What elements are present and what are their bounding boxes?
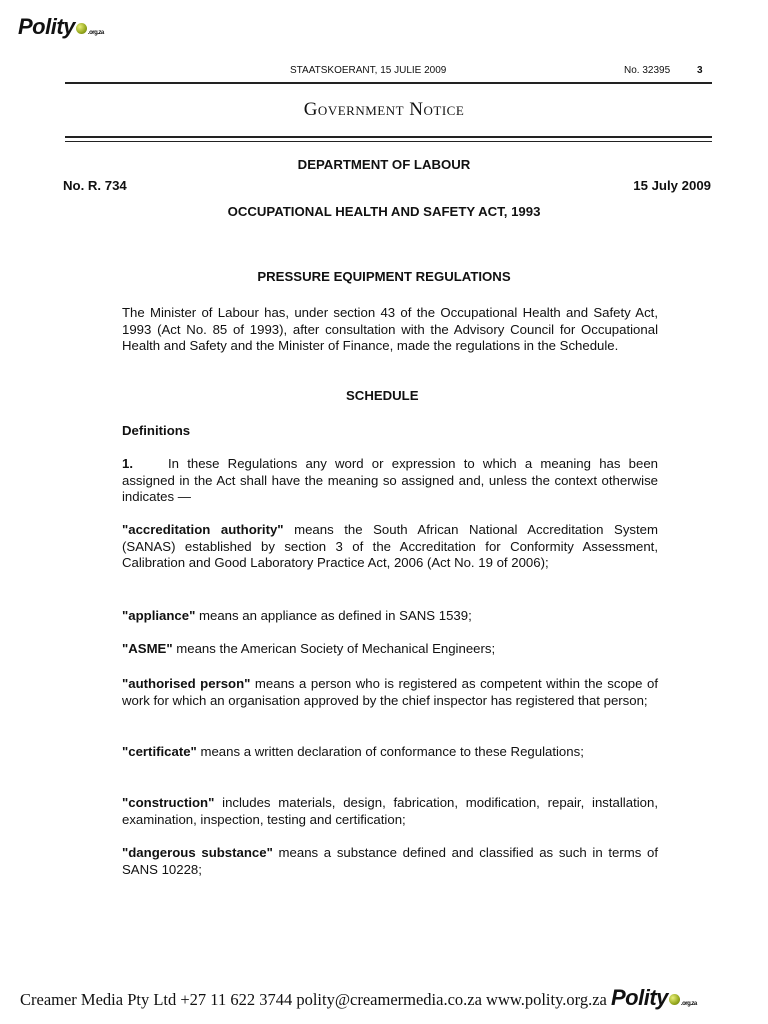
definition-item <box>122 641 658 658</box>
logo-domain: .org.za <box>87 30 104 36</box>
definition-text: means the South African National Accreditation System (SANAS) established by section 3 of the Accreditation for Conformity Assessment, Calibration and Good Laboratory Practice Act, 2006 (Act No. 19 of 2006); <box>122 522 658 570</box>
definition-item <box>122 744 658 761</box>
gazette-number: No. 32395 <box>624 65 671 76</box>
definition-term: "dangerous substance" <box>122 845 273 860</box>
globe-icon <box>76 23 87 34</box>
title-rule-bottom <box>65 141 712 142</box>
definition-term: "appliance" <box>122 608 196 623</box>
definition-term: "ASME" <box>122 641 173 656</box>
polity-logo <box>18 14 104 40</box>
definition-term: "construction" <box>122 795 215 810</box>
definition-text: means an appliance as defined in SANS 1539; <box>195 608 472 623</box>
footer-logo-domain: .org.za <box>680 1001 697 1007</box>
definition-item <box>122 608 658 625</box>
footer-logo-text: Polity <box>611 985 668 1010</box>
definition-term: "certificate" <box>122 744 197 759</box>
definition-item <box>122 795 658 828</box>
footer-contact: Creamer Media Pty Ltd +27 11 622 3744 polity@creamermedia.co.za www.polity.org.za <box>20 990 607 1009</box>
definition-item <box>122 845 658 878</box>
page-title: Government Notice <box>303 99 465 120</box>
footer <box>20 985 760 1011</box>
clause-1 <box>122 456 658 506</box>
definition-item <box>122 522 658 572</box>
logo-text: Polity <box>18 14 75 39</box>
clause-text: In these Regulations any word or expression to which a meaning has been assigned in the Act shall have the meaning so assigned and, unless the context otherwise indicates — <box>122 456 658 504</box>
page-number: 3 <box>697 65 703 76</box>
regulations-title: PRESSURE EQUIPMENT REGULATIONS <box>257 269 511 284</box>
definition-term: "authorised person" <box>122 676 251 691</box>
definition-term: "accreditation authority" <box>122 522 284 537</box>
clause-number: 1. <box>122 456 133 471</box>
schedule-heading: SCHEDULE <box>346 388 419 403</box>
notice-date: 15 July 2009 <box>633 178 711 193</box>
gazette-header: STAATSKOERANT, 15 JULIE 2009 <box>290 65 447 76</box>
department-heading: DEPARTMENT OF LABOUR <box>297 157 471 172</box>
footer-logo <box>611 985 697 1010</box>
definition-text: means the American Society of Mechanical Engineers; <box>172 641 496 656</box>
notice-number: No. R. 734 <box>63 178 127 193</box>
act-heading: OCCUPATIONAL HEALTH AND SAFETY ACT, 1993 <box>227 204 541 219</box>
intro-paragraph: The Minister of Labour has, under section 43 of the Occupational Health and Safety Act, 1993 (Act No. 85 of 1993), after consultation with the Advisory Council for Occupational Health and Safety and the Minister of Finance, made the regulations in the Schedule. <box>122 305 658 353</box>
definition-text: means a written declaration of conformance to these Regulations; <box>196 744 584 759</box>
definition-text: means a person who is registered as competent within the scope of work for which an organisation approved by the chief inspector has registered that person; <box>122 676 658 708</box>
definition-text: means a substance defined and classified as such in terms of SANS 10228; <box>122 845 659 877</box>
definitions-heading: Definitions <box>122 423 191 438</box>
title-rule-top <box>65 136 712 138</box>
definition-item <box>122 676 658 709</box>
definition-text: includes materials, design, fabrication, modification, repair, installation, examination, inspection, testing and certification; <box>122 795 658 827</box>
globe-icon <box>669 994 680 1005</box>
header-rule <box>65 82 712 84</box>
